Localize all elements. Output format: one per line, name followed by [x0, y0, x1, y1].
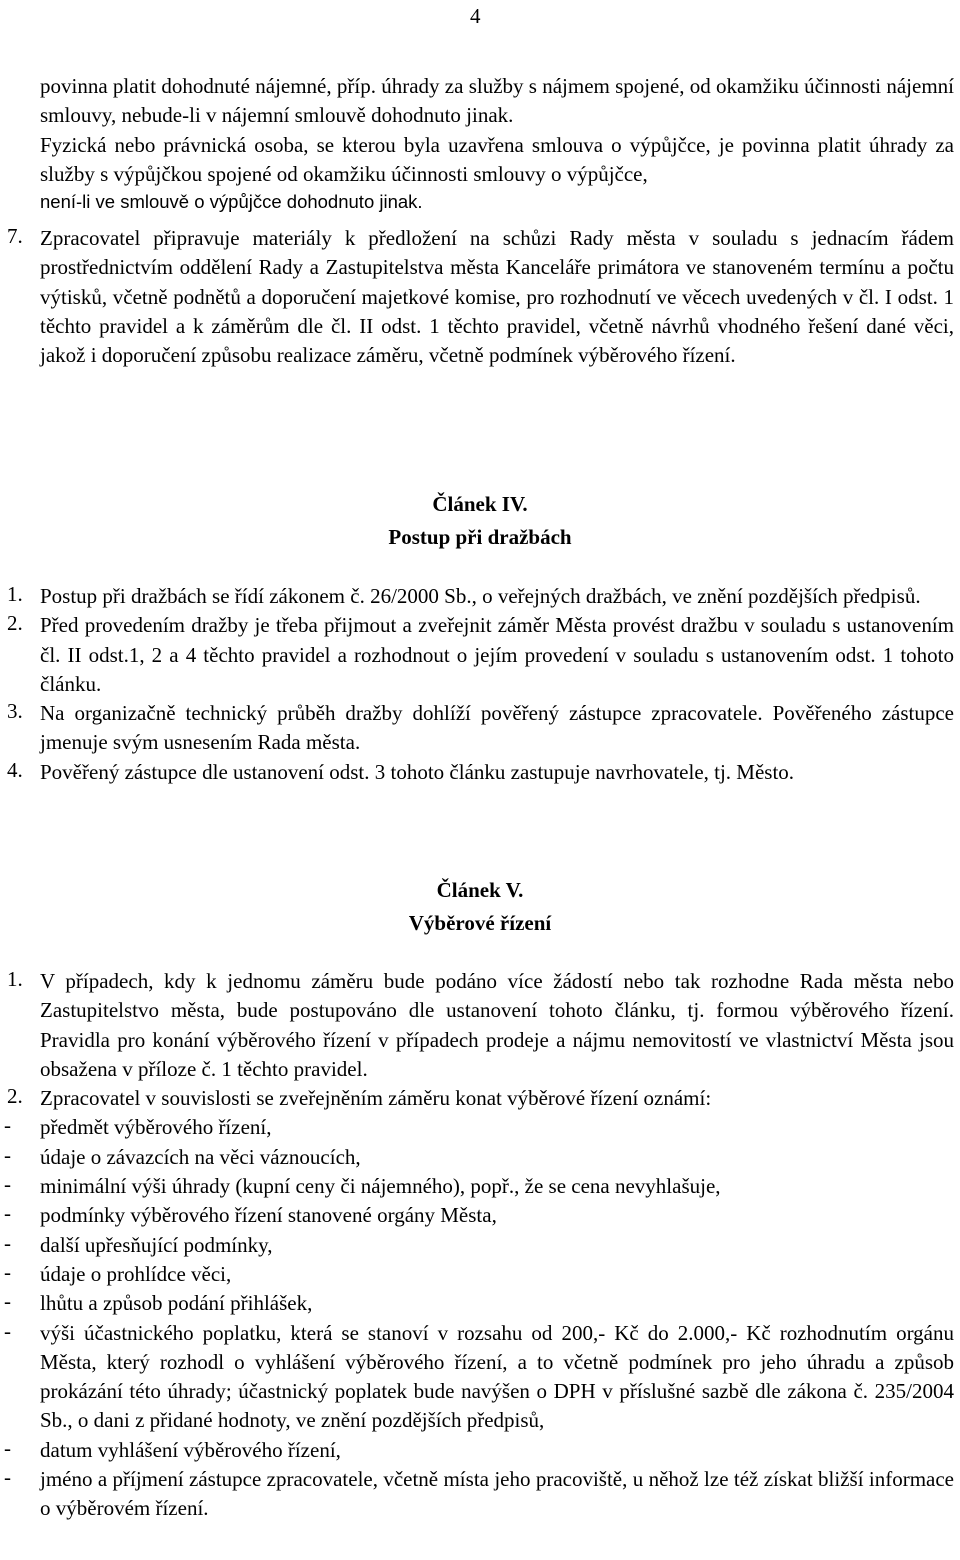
bullet-text: datum vyhlášení výběrového řízení, — [40, 1437, 341, 1462]
bullet-dash: - — [4, 1172, 11, 1197]
bullet-item — [0, 1436, 960, 1465]
article-4-item-2-text: Před provedením dražby je třeba přijmout a zveřejnit záměr Města provést dražbu v souladu s ustanovením čl. II odst.1, 2 a 4 těchto pravidel a rozhodnout o jejím provedení v souladu s ustanovením odst. 1 tohoto článku. — [40, 613, 954, 696]
item-7-number: 7. — [7, 224, 23, 248]
article-5-subtitle: Výběrové řízení — [408, 911, 552, 935]
bullet-dash: - — [4, 1289, 11, 1314]
article-4-item-3-text: Na organizačně technický průběh dražby dohlíží pověřený zástupce zpracovatele. Pověřeného zástupce jmenuje svým usnesením Rada města. — [40, 701, 954, 755]
bullet-dash: - — [4, 1201, 11, 1226]
article-4-item-2-number: 2. — [7, 611, 23, 636]
bullet-item — [0, 1172, 960, 1201]
bullet-dash: - — [4, 1230, 11, 1255]
intro-section — [0, 72, 960, 215]
article-5-item-1 — [0, 967, 960, 1084]
bullet-text: další upřesňující podmínky, — [40, 1232, 273, 1257]
article-5-title: Článek V. — [436, 878, 524, 902]
bullet-text: výši účastnického poplatku, která se stanoví v rozsahu od 200,- Kč do 2.000,- Kč rozhodnutím orgánu Města, který rozhodl o vyhlášení výběrového řízení, a to včetně podmínek pro jeho úhradu a způsob prokázání této úhrady; účastnický poplatek bude navýšen o DPH v příslušné sazbě dle zákona č. 235/2004 Sb., o dani z přidané hodnoty, ve znění pozdějších předpisů, — [40, 1320, 954, 1433]
intro-paragraph-2: Fyzická nebo právnická osoba, se kterou byla uzavřena smlouva o výpůjčce, je povinna platit úhrady za služby s výpůjčkou spojené od okamžiku účinnosti smlouvy o výpůjčce, — [40, 132, 954, 186]
bullet-dash: - — [4, 1435, 11, 1460]
article-4-item-1-number: 1. — [7, 582, 23, 606]
article-4-item-4 — [0, 758, 960, 787]
article-5-item-2-text: Zpracovatel v souvislosti se zveřejněním záměru konat výběrové řízení oznámí: — [40, 1086, 712, 1111]
bullet-item — [0, 1465, 960, 1524]
article-5-list — [0, 967, 960, 1524]
intro-paragraph-3: není-li ve smlouvě o výpůjčce dohodnuto jinak. — [40, 191, 423, 213]
bullet-text: předmět výběrového řízení, — [40, 1115, 272, 1140]
item-7 — [0, 224, 960, 370]
bullet-item — [0, 1319, 960, 1436]
intro-paragraph-1: povinna platit dohodnuté nájemné, příp. úhrady za služby s nájmem spojené, od okamžiku účinnosti nájemní smlouvy, nebude-li v nájemní smlouvě dohodnuto jinak. — [40, 74, 954, 128]
bullet-text: podmínky výběrového řízení stanovené orgány Města, — [40, 1203, 497, 1228]
bullet-dash: - — [4, 1465, 11, 1490]
bullet-item — [0, 1143, 960, 1172]
bullet-text: lhůtu a způsob podání přihlášek, — [40, 1291, 313, 1316]
bullet-item — [0, 1201, 960, 1230]
bullet-text: minimální výši úhrady (kupní ceny či nájemného), popř., že se cena nevyhlašuje, — [40, 1174, 721, 1199]
article-4-subtitle: Postup při dražbách — [388, 525, 572, 549]
article-5-item-2-number: 2. — [7, 1084, 23, 1109]
article-4-item-2 — [0, 611, 960, 699]
bullet-text: údaje o prohlídce věci, — [40, 1261, 232, 1286]
bullet-text: údaje o závazcích na věci váznoucích, — [40, 1144, 361, 1169]
bullet-text: jméno a příjmení zástupce zpracovatele, včetně místa jeho pracoviště, u něhož lze též získat bližší informace o výběrovém řízení. — [40, 1467, 954, 1521]
bullet-item — [0, 1113, 960, 1142]
bullet-dash: - — [4, 1259, 11, 1284]
article-4-item-3-number: 3. — [7, 699, 23, 724]
article-5-item-1-number: 1. — [7, 967, 23, 991]
bullet-item — [0, 1260, 960, 1289]
article-4-title: Článek IV. — [432, 492, 528, 516]
article-5-heading — [0, 874, 960, 940]
article-4-heading — [0, 488, 960, 554]
article-4-item-3 — [0, 699, 960, 758]
article-5-item-2 — [0, 1084, 960, 1113]
article-4-item-4-number: 4. — [7, 757, 23, 782]
bullet-dash: - — [4, 1113, 11, 1138]
article-4-item-1 — [0, 582, 960, 611]
item-7-text: Zpracovatel připravuje materiály k předložení na schůzi Rady města v souladu s jednacím řádem prostřednictvím oddělení Rady a Zastupitelstva města Kanceláře primátora ve stanoveném termínu a počtu výtisků, včetně podnětů a doporučení majetkové komise, pro rozhodnutí ve věcech uvedených v čl. I odst. 1 těchto pravidel a k záměrům dle čl. II odst. 1 těchto pravidel, včetně návrhů vhodného řešení dané věci, jakož i doporučení způsobu realizace záměru, včetně podmínek výběrového řízení. — [40, 226, 954, 368]
article-4-item-1-text: Postup při dražbách se řídí zákonem č. 26/2000 Sb., o veřejných dražbách, ve znění pozdějších předpisů. — [40, 584, 921, 608]
article-4-item-4-text: Pověřený zástupce dle ustanovení odst. 3 tohoto článku zastupuje navrhovatele, tj. Město. — [40, 759, 795, 784]
bullet-dash: - — [4, 1318, 11, 1343]
page-number: 4 — [470, 4, 481, 28]
bullet-dash: - — [4, 1142, 11, 1167]
bullet-item — [0, 1231, 960, 1260]
article-5-item-1-text: V případech, kdy k jednomu záměru bude podáno více žádostí nebo tak rozhodne Rada města nebo Zastupitelstvo města, bude postupováno dle ustanovení tohoto článku, tj. formou výběrového řízení. Pravidla pro konání výběrového řízení v případech prodeje a nájmu nemovitostí ve vlastnictví Města jsou obsažena v příloze č. 1 těchto pravidel. — [40, 969, 954, 1081]
article-4-list — [0, 582, 960, 787]
bullet-item — [0, 1289, 960, 1318]
